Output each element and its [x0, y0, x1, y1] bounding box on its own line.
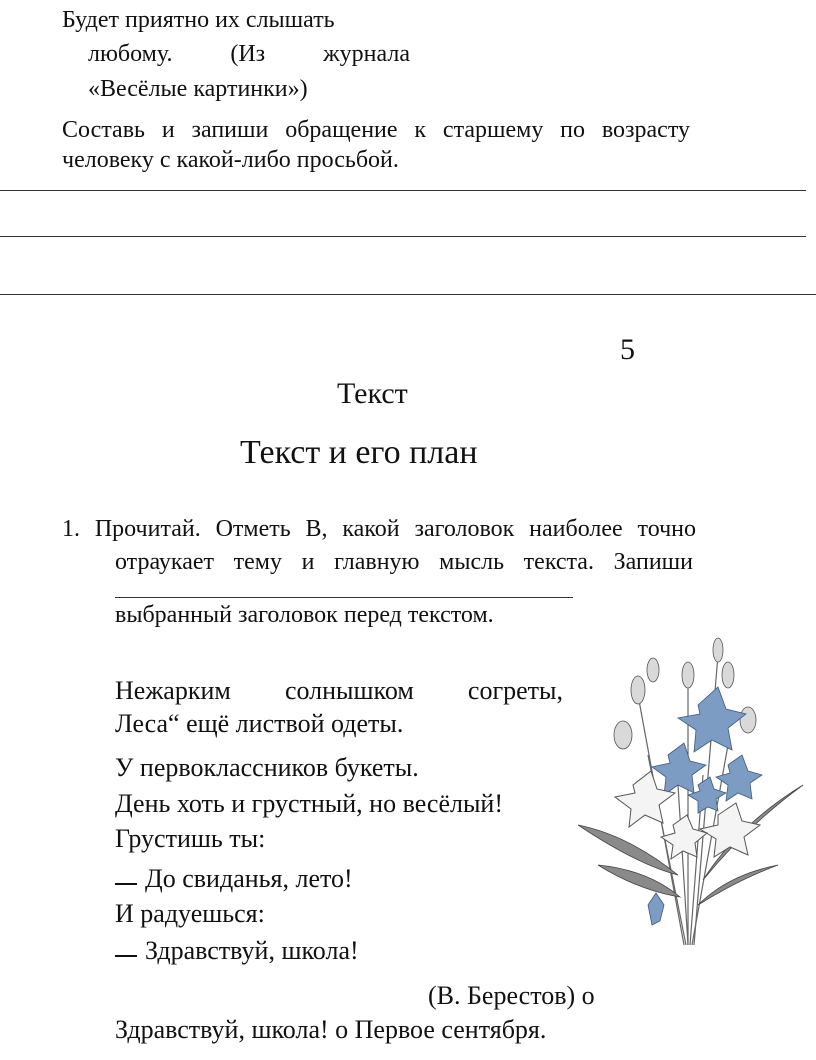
task1-line-2: отраукает тему и главную мысль текста. Запиши — [115, 549, 693, 575]
title-answer-line[interactable] — [115, 597, 573, 598]
gladiolus-bouquet-icon — [578, 635, 808, 950]
poem-line-7: И радуешься: — [115, 899, 265, 928]
poem-line-8-text: Здравствуй, школа! — [145, 936, 359, 965]
poem-line-6-text: До свиданья, лето! — [145, 864, 353, 893]
page-divider — [0, 294, 816, 295]
poem-author: (В. Берестов) о — [428, 981, 595, 1010]
intro-line-1: Будет приятно их слышать — [62, 7, 335, 33]
poem-line-5: Грустишь ты: — [115, 824, 266, 853]
lesson-title: Текст и его план — [240, 434, 478, 471]
poem-line-3: У первоклассников букеты. — [115, 753, 419, 782]
poem-line-2: Леса“ ещё листвой одеты. — [115, 709, 404, 738]
section-title: Текст — [337, 377, 408, 410]
intro-line-2: любому. (Из журнала — [88, 41, 410, 67]
dialogue-dash — [115, 883, 137, 885]
poem-line-8 — [115, 935, 359, 967]
title-options: Здравствуй, школа! о Первое сентября. — [115, 1015, 547, 1044]
task-prev-line-1: Составь и запиши обращение к старшему по возрасту — [62, 117, 690, 143]
poem-line-1: Нежарким солнышком согреты, — [115, 676, 563, 705]
task-prev-line-2: человеку с какой-либо просьбой. — [62, 147, 399, 173]
answer-line-1[interactable] — [0, 190, 806, 191]
task1-line-3: выбранный заголовок перед текстом. — [115, 602, 494, 628]
answer-line-2[interactable] — [0, 236, 806, 237]
poem-line-4: День хоть и грустный, но весёлый! — [115, 789, 504, 818]
page-number: 5 — [620, 333, 635, 366]
task1-line-1: 1. Прочитай. Отметь В, какой заголовок наиболее точно — [62, 516, 696, 542]
poem-line-6 — [115, 863, 353, 895]
intro-line-3: «Весёлые картинки») — [88, 76, 308, 102]
dialogue-dash — [115, 955, 137, 957]
